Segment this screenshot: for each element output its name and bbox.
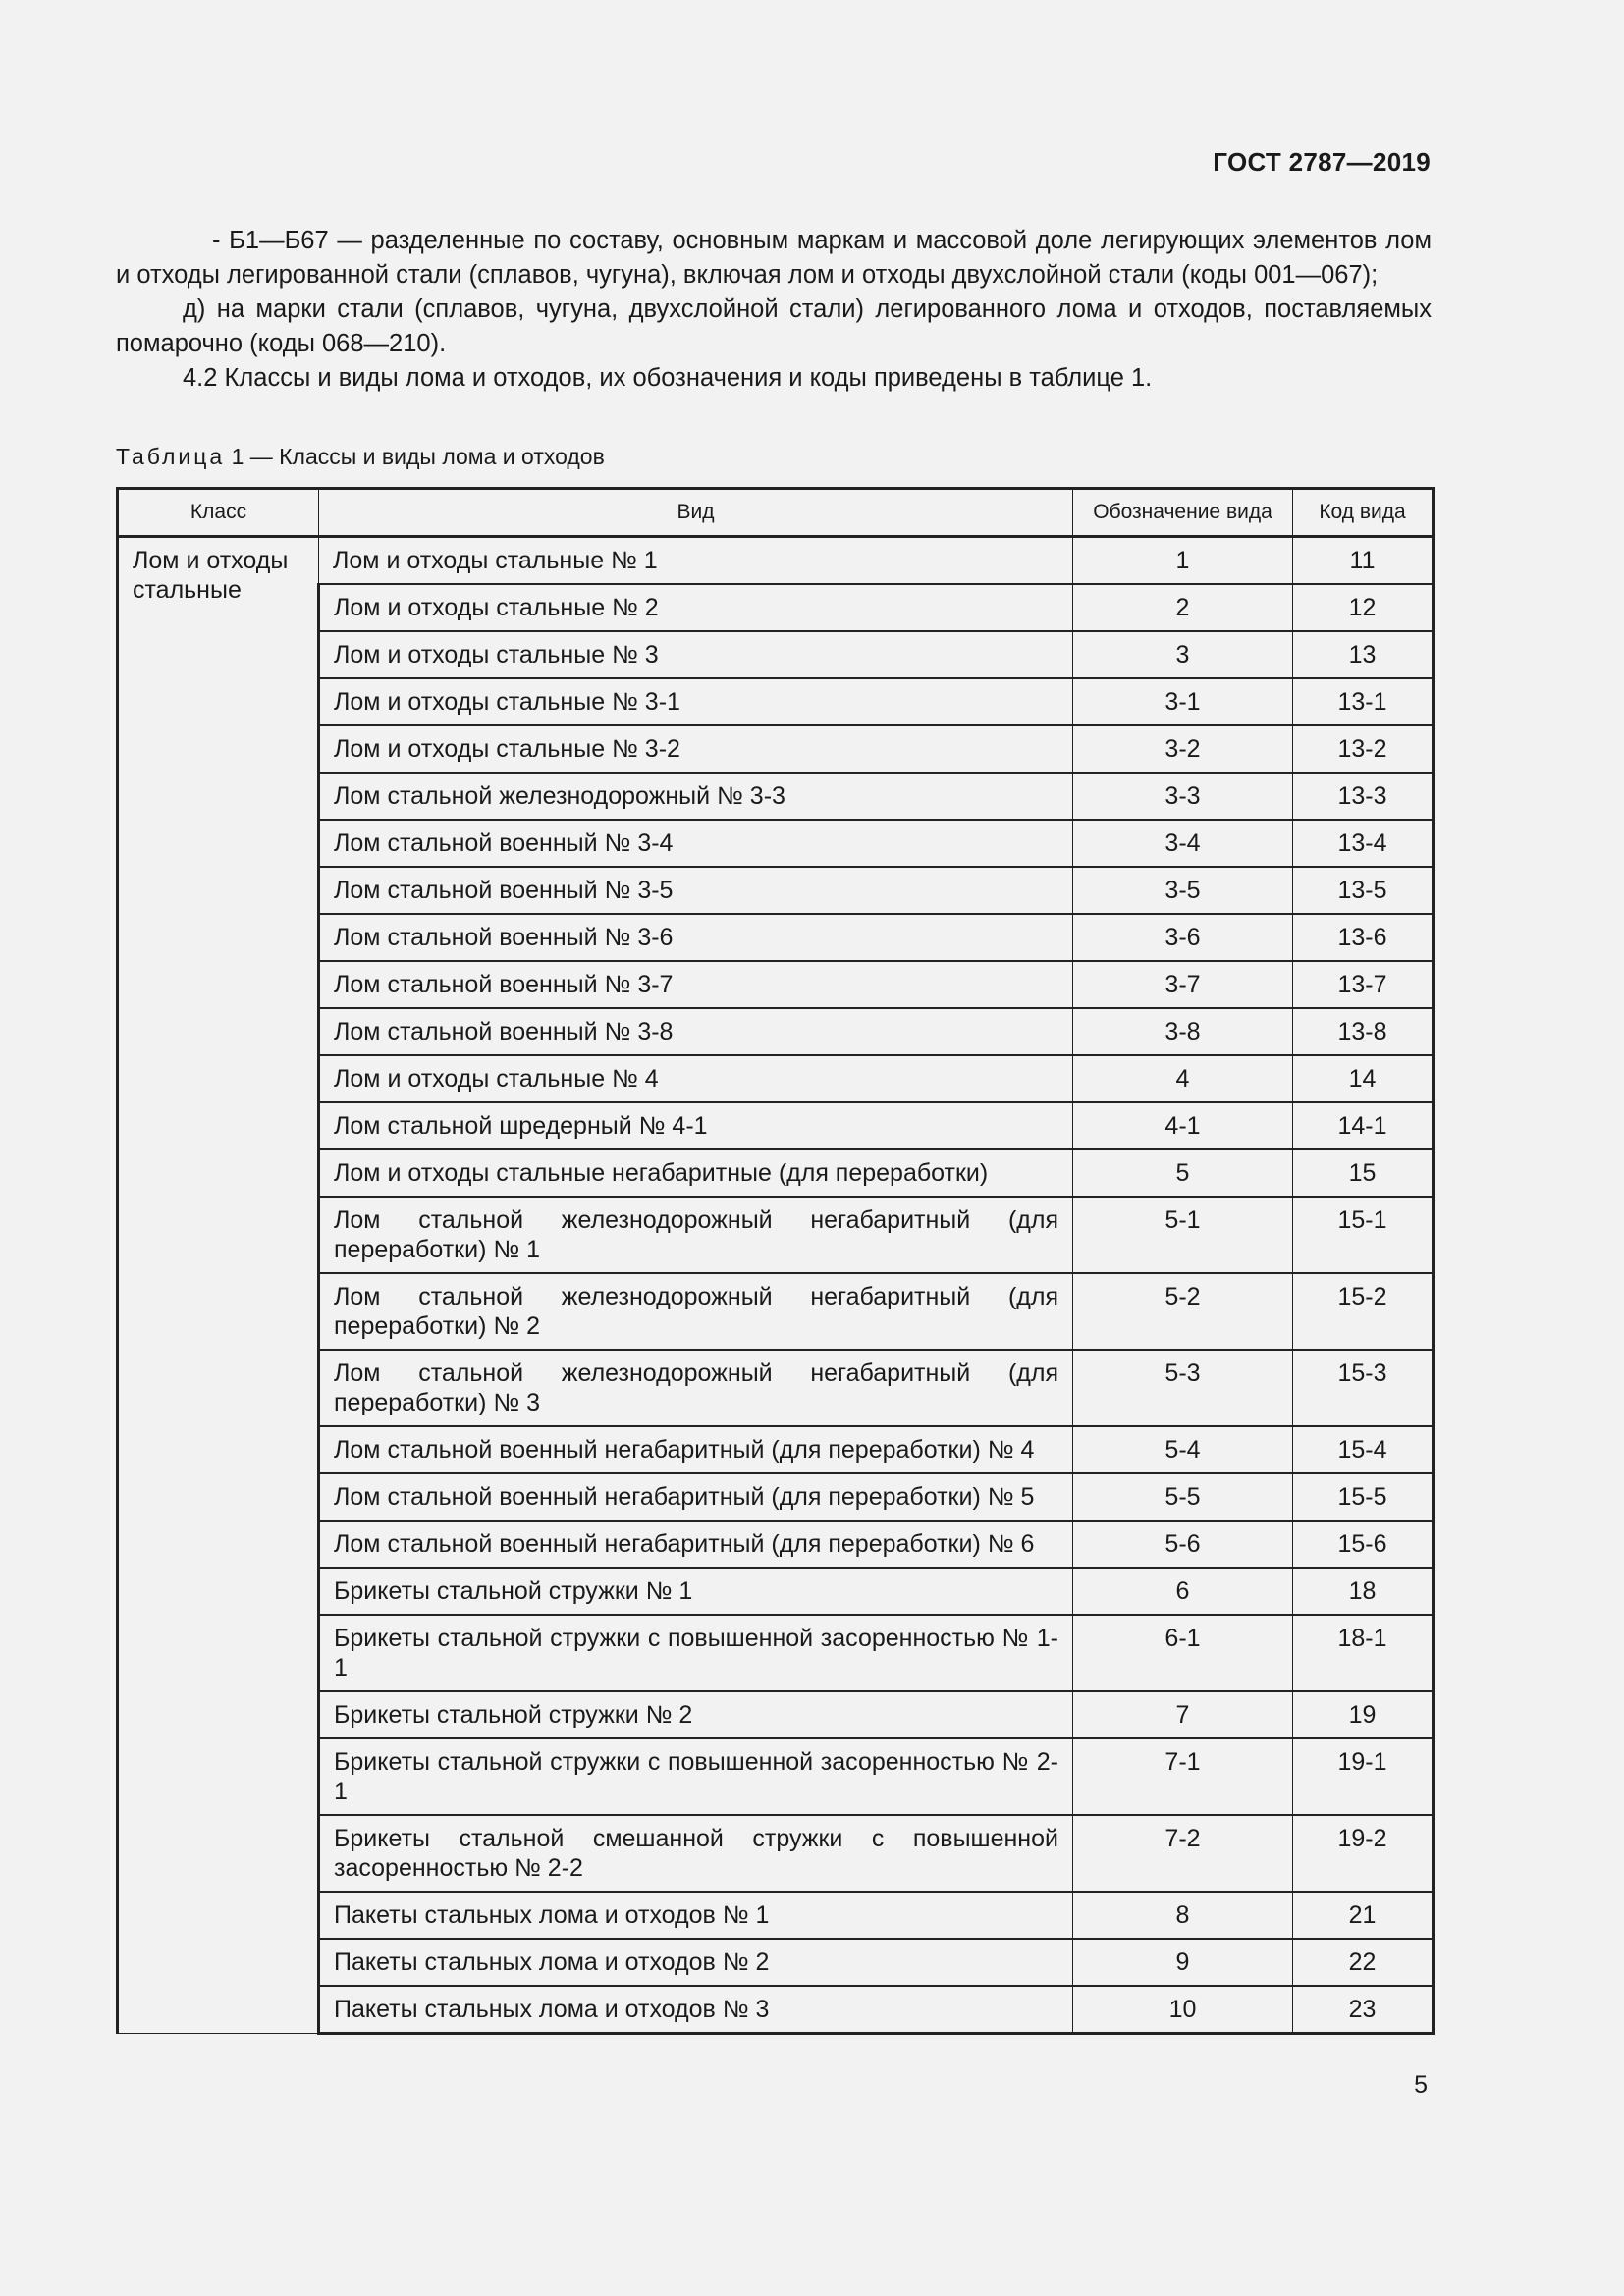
cell-vid: Лом стальной железнодорожный № 3-3 xyxy=(319,773,1073,820)
cell-oboznachenie: 5-6 xyxy=(1073,1521,1293,1568)
cell-kod: 15-2 xyxy=(1293,1273,1434,1350)
cell-oboznachenie: 7-2 xyxy=(1073,1815,1293,1892)
cell-kod: 15-3 xyxy=(1293,1350,1434,1426)
cell-kod: 19-2 xyxy=(1293,1815,1434,1892)
cell-kod: 12 xyxy=(1293,584,1434,631)
cell-vid: Лом и отходы стальные № 2 xyxy=(319,584,1073,631)
cell-kod: 18-1 xyxy=(1293,1615,1434,1691)
cell-vid: Лом стальной железнодорожный негабаритный (для переработки) № 1 xyxy=(319,1197,1073,1273)
table-header-row xyxy=(118,489,1434,537)
cell-vid: Лом стальной железнодорожный негабаритный (для переработки) № 2 xyxy=(319,1273,1073,1350)
page-number: 5 xyxy=(1414,2071,1428,2099)
cell-vid: Пакеты стальных лома и отходов № 1 xyxy=(319,1892,1073,1939)
paragraph-4-2: 4.2 Классы и виды лома и отходов, их обозначения и коды приведены в таблице 1. xyxy=(183,364,1153,392)
cell-kod: 13-2 xyxy=(1293,725,1434,773)
table-caption-label: Таблица xyxy=(116,444,226,469)
cell-vid: Пакеты стальных лома и отходов № 3 xyxy=(319,1986,1073,2034)
scrap-classes-table xyxy=(116,487,1435,2035)
cell-oboznachenie: 1 xyxy=(1073,537,1293,585)
cell-kod: 22 xyxy=(1293,1939,1434,1986)
cell-oboznachenie: 3-8 xyxy=(1073,1008,1293,1055)
cell-kod: 14-1 xyxy=(1293,1102,1434,1149)
cell-kod: 19 xyxy=(1293,1691,1434,1738)
cell-vid: Лом стальной военный № 3-8 xyxy=(319,1008,1073,1055)
cell-kod: 15-4 xyxy=(1293,1426,1434,1473)
cell-oboznachenie: 6-1 xyxy=(1073,1615,1293,1691)
cell-oboznachenie: 5-5 xyxy=(1073,1473,1293,1521)
cell-vid: Брикеты стальной стружки № 2 xyxy=(319,1691,1073,1738)
cell-vid: Лом стальной железнодорожный негабаритный (для переработки) № 3 xyxy=(319,1350,1073,1426)
cell-kod: 23 xyxy=(1293,1986,1434,2034)
cell-vid: Лом стальной военный № 3-7 xyxy=(319,961,1073,1008)
cell-oboznachenie: 3-1 xyxy=(1073,678,1293,725)
cell-kod: 21 xyxy=(1293,1892,1434,1939)
cell-oboznachenie: 5-3 xyxy=(1073,1350,1293,1426)
cell-kod: 13-1 xyxy=(1293,678,1434,725)
document-code: ГОСТ 2787—2019 xyxy=(1213,147,1431,177)
cell-oboznachenie: 5-2 xyxy=(1073,1273,1293,1350)
header-oboznachenie: Обозначение вида xyxy=(1073,489,1293,537)
cell-klass: Лом и отходы стальные xyxy=(118,537,319,2034)
cell-vid: Брикеты стальной стружки № 1 xyxy=(319,1568,1073,1615)
cell-kod: 13-8 xyxy=(1293,1008,1434,1055)
cell-oboznachenie: 2 xyxy=(1073,584,1293,631)
cell-oboznachenie: 5-4 xyxy=(1073,1426,1293,1473)
paragraph-d: д) на марки стали (сплавов, чугуна, двухслойной стали) легированного лома и отходов, поставляемых помарочно (коды 068—210). xyxy=(116,295,1432,357)
cell-vid: Лом стальной военный негабаритный (для переработки) № 5 xyxy=(319,1473,1073,1521)
cell-kod: 13 xyxy=(1293,631,1434,678)
cell-oboznachenie: 5-1 xyxy=(1073,1197,1293,1273)
body-text xyxy=(116,224,1432,396)
cell-vid: Брикеты стальной стружки с повышенной засоренностью № 1-1 xyxy=(319,1615,1073,1691)
cell-kod: 13-4 xyxy=(1293,820,1434,867)
cell-kod: 13-6 xyxy=(1293,914,1434,961)
cell-oboznachenie: 3-2 xyxy=(1073,725,1293,773)
cell-vid: Лом стальной военный № 3-6 xyxy=(319,914,1073,961)
cell-oboznachenie: 3-3 xyxy=(1073,773,1293,820)
cell-oboznachenie: 3-7 xyxy=(1073,961,1293,1008)
cell-oboznachenie: 8 xyxy=(1073,1892,1293,1939)
cell-vid: Брикеты стальной стружки с повышенной засоренностью № 2-1 xyxy=(319,1738,1073,1815)
cell-vid: Лом стальной военный № 3-5 xyxy=(319,867,1073,914)
cell-kod: 13-7 xyxy=(1293,961,1434,1008)
cell-vid: Лом и отходы стальные № 3 xyxy=(319,631,1073,678)
cell-vid: Лом стальной военный негабаритный (для переработки) № 4 xyxy=(319,1426,1073,1473)
cell-oboznachenie: 3-6 xyxy=(1073,914,1293,961)
cell-oboznachenie: 3-5 xyxy=(1073,867,1293,914)
cell-kod: 11 xyxy=(1293,537,1434,585)
cell-vid: Лом стальной военный № 3-4 xyxy=(319,820,1073,867)
cell-oboznachenie: 7 xyxy=(1073,1691,1293,1738)
cell-oboznachenie: 10 xyxy=(1073,1986,1293,2034)
cell-kod: 15-6 xyxy=(1293,1521,1434,1568)
cell-vid: Пакеты стальных лома и отходов № 2 xyxy=(319,1939,1073,1986)
cell-vid: Лом стальной военный негабаритный (для переработки) № 6 xyxy=(319,1521,1073,1568)
paragraph-b1-b67: - Б1—Б67 — разделенные по составу, основным маркам и массовой доле легирующих элементов лом и отходы легированной стали (сплавов, чугуна), включая лом и отходы двухслойной стали (коды 001—067); xyxy=(116,227,1432,289)
table-caption xyxy=(116,444,605,470)
cell-oboznachenie: 4-1 xyxy=(1073,1102,1293,1149)
cell-vid: Лом стальной шредерный № 4-1 xyxy=(319,1102,1073,1149)
cell-kod: 15-5 xyxy=(1293,1473,1434,1521)
cell-oboznachenie: 9 xyxy=(1073,1939,1293,1986)
cell-oboznachenie: 5 xyxy=(1073,1149,1293,1197)
cell-vid: Лом и отходы стальные негабаритные (для переработки) xyxy=(319,1149,1073,1197)
cell-oboznachenie: 6 xyxy=(1073,1568,1293,1615)
cell-vid: Лом и отходы стальные № 3-1 xyxy=(319,678,1073,725)
table-body xyxy=(118,537,1434,2034)
cell-oboznachenie: 3 xyxy=(1073,631,1293,678)
cell-vid: Лом и отходы стальные № 4 xyxy=(319,1055,1073,1102)
cell-kod: 13-5 xyxy=(1293,867,1434,914)
table-header xyxy=(118,489,1434,537)
header-kod: Код вида xyxy=(1293,489,1434,537)
header-klass: Класс xyxy=(118,489,319,537)
cell-oboznachenie: 3-4 xyxy=(1073,820,1293,867)
cell-vid: Лом и отходы стальные № 1 xyxy=(319,537,1073,585)
table-caption-text: 1 — Классы и виды лома и отходов xyxy=(225,444,605,469)
cell-kod: 14 xyxy=(1293,1055,1434,1102)
cell-vid: Лом и отходы стальные № 3-2 xyxy=(319,725,1073,773)
table-row xyxy=(118,537,1434,585)
cell-kod: 13-3 xyxy=(1293,773,1434,820)
cell-kod: 19-1 xyxy=(1293,1738,1434,1815)
cell-oboznachenie: 7-1 xyxy=(1073,1738,1293,1815)
cell-kod: 15 xyxy=(1293,1149,1434,1197)
header-vid: Вид xyxy=(319,489,1073,537)
cell-kod: 18 xyxy=(1293,1568,1434,1615)
cell-vid: Брикеты стальной смешанной стружки с повышенной засоренностью № 2-2 xyxy=(319,1815,1073,1892)
cell-kod: 15-1 xyxy=(1293,1197,1434,1273)
cell-oboznachenie: 4 xyxy=(1073,1055,1293,1102)
